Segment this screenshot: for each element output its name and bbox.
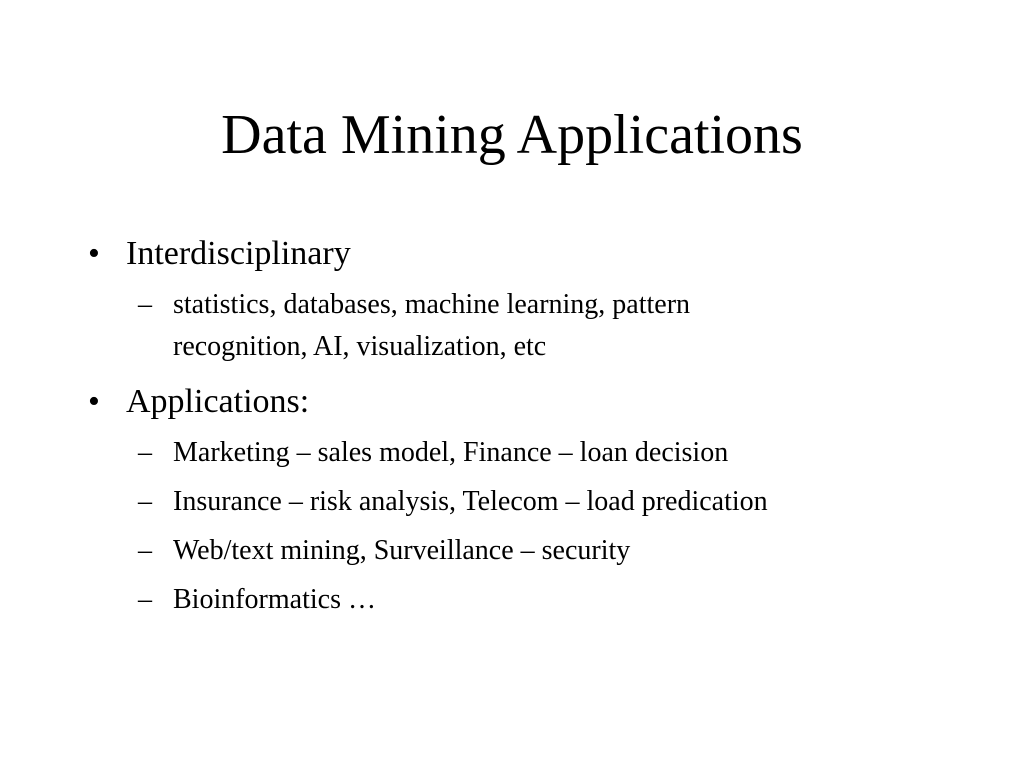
sub-item-line: Insurance – risk analysis, Telecom – load predication <box>173 486 768 517</box>
bullet-label: Interdisciplinary <box>126 235 351 272</box>
dash-marker: – <box>138 486 152 517</box>
bullet-marker: • <box>88 383 100 420</box>
bullet-label: Applications: <box>126 383 310 420</box>
dash-marker: – <box>138 289 152 320</box>
dash-marker: – <box>138 535 152 566</box>
sub-item-line: Bioinformatics … <box>173 584 376 615</box>
sub-item-line: Web/text mining, Surveillance – security <box>173 535 631 566</box>
slide-title: Data Mining Applications <box>221 104 803 166</box>
sub-item-line: recognition, AI, visualization, etc <box>173 331 547 362</box>
dash-marker: – <box>138 437 152 468</box>
sub-item-line: statistics, databases, machine learning, pattern <box>173 289 691 320</box>
dash-marker: – <box>138 584 152 615</box>
bullet-marker: • <box>88 235 100 272</box>
sub-item-line: Marketing – sales model, Finance – loan decision <box>173 437 729 468</box>
